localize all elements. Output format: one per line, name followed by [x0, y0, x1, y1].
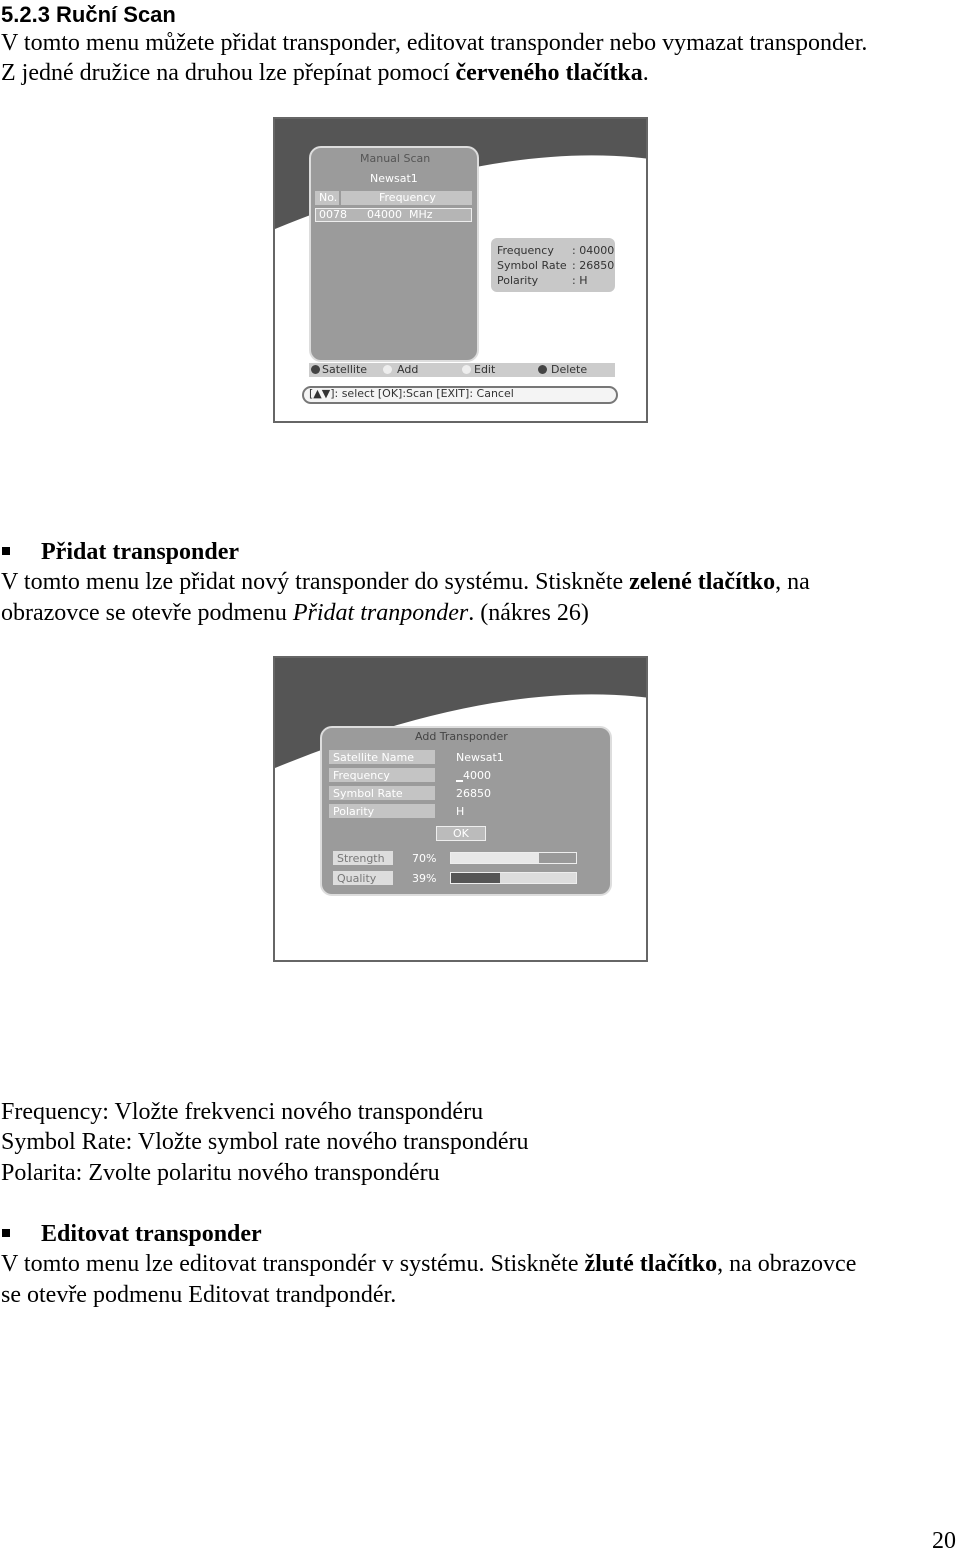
edit-heading: Editovat transponder [41, 1221, 262, 1247]
ok-label: OK [453, 827, 469, 840]
quality-bar-fill [451, 873, 500, 883]
column-frequency: Frequency [379, 191, 436, 204]
satellite-name: Newsat1 [370, 172, 418, 185]
quality-label: Quality [337, 872, 377, 885]
info-labels: Frequency Symbol Rate Polarity [497, 244, 567, 287]
intro-line-2: Z jedné družice na druhou lze přepínat pomocí červeného tlačítka. [1, 60, 649, 86]
strength-bar [450, 852, 577, 864]
red-dot-icon [311, 365, 320, 374]
field-value-satellite[interactable]: Newsat1 [456, 751, 504, 764]
manual-scan-screenshot [273, 117, 648, 423]
delete-button[interactable]: Delete [551, 363, 588, 376]
section-heading: 5.2.3 Ruční Scan [1, 2, 176, 27]
row-number: 0078 [319, 208, 347, 221]
screen-title: Manual Scan [360, 152, 431, 165]
quality-value: 39% [412, 872, 437, 885]
satellite-button[interactable]: Satellite [322, 363, 368, 376]
field-value-polarity[interactable]: H [456, 805, 465, 818]
row-frequency: 04000 [367, 208, 402, 221]
description-polarity: Polarita: Zvolte polaritu nového transpondéru [1, 1160, 440, 1186]
strength-label: Strength [337, 852, 385, 865]
add-transponder-screenshot [273, 656, 648, 962]
strength-value: 70% [412, 852, 437, 865]
yellow-dot-icon [462, 365, 471, 374]
add-paragraph-2: obrazovce se otevře podmenu Přidat tranponder. (nákres 26) [1, 600, 589, 626]
edit-paragraph-1: V tomto menu lze editovat transpondér v systému. Stiskněte žluté tlačítko, na obrazovce [1, 1251, 857, 1277]
description-symbol-rate: Symbol Rate: Vložte symbol rate nového transpondéru [1, 1129, 529, 1155]
edit-paragraph-2: se otevře podmenu Editovat trandpondér. [1, 1282, 397, 1308]
quality-bar [450, 872, 577, 884]
blue-dot-icon [538, 365, 547, 374]
page-number: 20 [932, 1528, 956, 1554]
field-label-symbol-rate: Symbol Rate [333, 787, 403, 800]
edit-button[interactable]: Edit [474, 363, 496, 376]
row-unit: MHz [409, 208, 433, 221]
field-label-satellite: Satellite Name [333, 751, 415, 764]
help-text: [▲▼]: select [OK]:Scan [EXIT]: Cancel [309, 387, 514, 400]
strength-bar-fill [451, 853, 539, 863]
field-label-frequency: Frequency [333, 769, 390, 782]
add-button[interactable]: Add [397, 363, 419, 376]
field-value-frequency[interactable]: 4000 [463, 769, 491, 782]
bullet-icon [2, 547, 10, 555]
field-value-symbol-rate[interactable]: 26850 [456, 787, 491, 800]
add-heading: Přidat transponder [41, 539, 239, 565]
info-values: : 04000 : 26850 : H [572, 244, 615, 287]
add-paragraph-1: V tomto menu lze přidat nový transponder do systému. Stiskněte zelené tlačítko, na [1, 569, 810, 595]
intro-line-1: V tomto menu můžete přidat transponder, editovat transponder nebo vymazat transponder. [1, 30, 868, 56]
green-dot-icon [383, 365, 392, 374]
screen-title: Add Transponder [415, 730, 508, 743]
cursor [456, 780, 463, 782]
column-no: No. [319, 191, 338, 204]
description-frequency: Frequency: Vložte frekvenci nového transpondéru [1, 1099, 484, 1125]
bullet-icon [2, 1229, 10, 1237]
field-label-polarity: Polarity [333, 805, 375, 818]
